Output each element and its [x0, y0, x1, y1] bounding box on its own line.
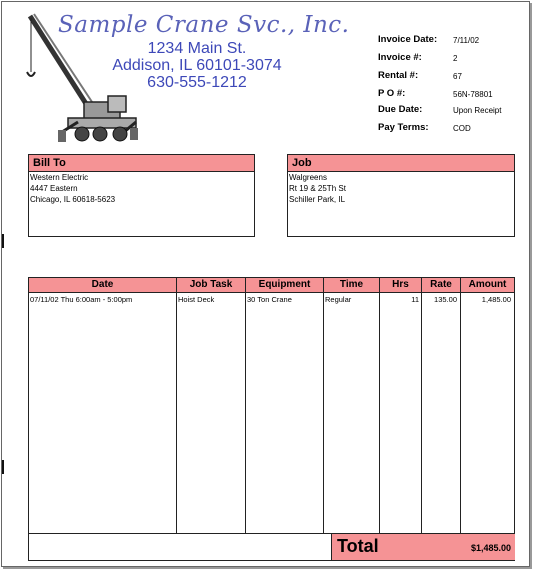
bill-to-box	[28, 154, 255, 237]
invoice-date-label: Invoice Date:	[378, 34, 438, 45]
bill-to-line: 4447 Eastern	[30, 184, 78, 193]
invoice-page	[1, 1, 530, 567]
column-divider	[421, 278, 422, 533]
company-phone: 630-555-1212	[147, 74, 247, 91]
invoice-number-label: Invoice #:	[378, 52, 422, 63]
col-header-amount: Amount	[461, 278, 514, 293]
row-amount: 1,485.00	[481, 295, 511, 304]
row-time: Regular	[325, 295, 352, 304]
col-header-equipment: Equipment	[246, 278, 323, 293]
pay-terms-label: Pay Terms:	[378, 122, 429, 133]
row-job-task: Hoist Deck	[178, 295, 215, 304]
col-header-hrs: Hrs	[380, 278, 421, 293]
due-date-value: Upon Receipt	[453, 106, 502, 115]
col-header-rate: Rate	[422, 278, 460, 293]
column-divider	[245, 278, 246, 533]
col-header-time: Time	[324, 278, 379, 293]
job-line: Rt 19 & 25Th St	[289, 184, 346, 193]
total-amount: $1,485.00	[470, 543, 511, 553]
rental-number-value: 67	[453, 72, 462, 81]
invoice-date-value: 7/11/02	[453, 36, 480, 45]
bill-to-line: Chicago, IL 60618-5623	[30, 195, 116, 204]
column-divider	[176, 278, 177, 533]
job-line: Schiller Park, IL	[289, 195, 346, 204]
job-box	[287, 154, 515, 237]
row-hrs: 11	[411, 295, 419, 304]
pay-terms-value: COD	[453, 124, 471, 133]
job-heading: Job	[288, 155, 514, 172]
column-divider	[379, 278, 380, 533]
row-date: 07/11/02 Thu 6:00am - 5:00pm	[30, 295, 133, 304]
invoice-number-value: 2	[453, 54, 458, 63]
po-number-label: P O #:	[378, 88, 406, 99]
company-street: 1234 Main St.	[147, 40, 247, 57]
row-equipment: 30 Ton Crane	[247, 295, 292, 304]
column-divider	[323, 278, 324, 533]
job-line: Walgreens	[289, 173, 327, 182]
column-divider	[460, 278, 461, 533]
total-box	[331, 534, 515, 560]
line-items-table	[28, 277, 515, 561]
total-label: Total	[337, 536, 379, 556]
bill-to-line: Western Electric	[30, 173, 89, 182]
company-city: Addison, IL 60101-3074	[112, 57, 282, 74]
rental-number-label: Rental #:	[378, 70, 419, 81]
col-header-date: Date	[29, 278, 176, 293]
po-number-value: 56N-78801	[453, 90, 493, 99]
row-rate: 135.00	[434, 295, 457, 304]
col-header-job-task: Job Task	[177, 278, 245, 293]
bill-to-heading: Bill To	[29, 155, 254, 172]
edge-mark	[2, 460, 4, 474]
edge-mark	[2, 234, 4, 248]
due-date-label: Due Date:	[378, 104, 423, 115]
company-name: Sample Crane Svc., Inc.	[58, 12, 350, 38]
